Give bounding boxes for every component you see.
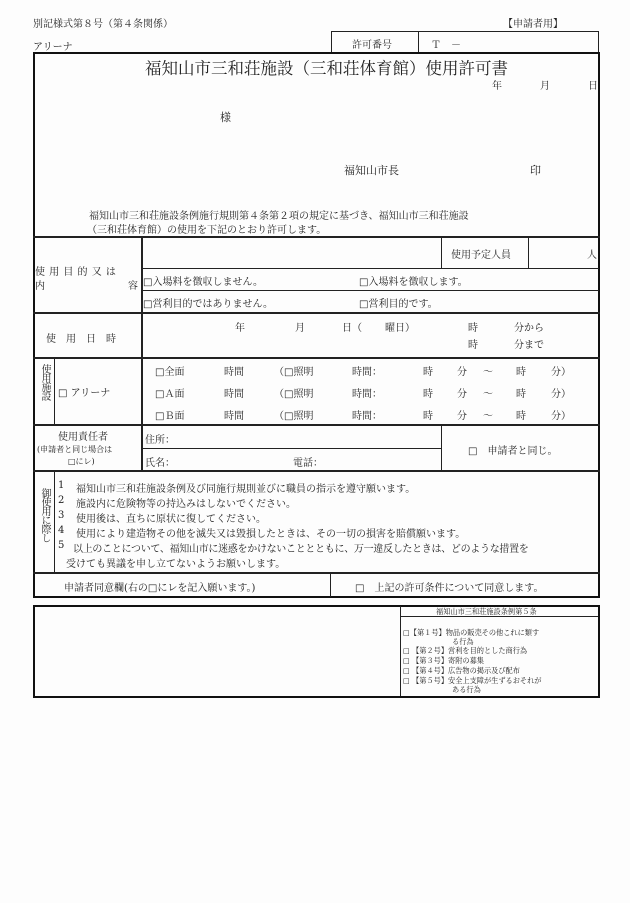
area-full-checkbox[interactable]: □全面 [155, 367, 185, 378]
facility-tag: アリーナ [33, 42, 73, 53]
note-number: 3 [58, 510, 65, 521]
note-number: 1 [58, 480, 65, 491]
area-a-checkbox[interactable]: □Ａ面 [155, 389, 185, 400]
fee-yes-checkbox[interactable]: □入場料を徴収します。 [359, 277, 468, 288]
end-hour[interactable]: 時 [516, 411, 526, 422]
start-minute[interactable]: 分 [457, 367, 467, 378]
divider [528, 237, 529, 268]
note-number: 4 [58, 525, 65, 536]
hours-input[interactable]: 時間 [224, 367, 244, 378]
seal: 印 [530, 164, 541, 177]
note-number: 5 [58, 540, 65, 551]
purpose-input[interactable] [150, 245, 435, 261]
tilde: ～ [483, 389, 493, 400]
date-day[interactable]: 日 [588, 81, 598, 92]
permit-number-label: 許可番号 [352, 40, 392, 51]
datetime-start-hour[interactable]: 時 [468, 323, 478, 334]
datetime-label: 使 用 日 時 [46, 334, 116, 345]
ordinance-item-2[interactable]: □ 【第２号】営利を目的とした商行為 [403, 646, 528, 655]
manager-note-line2: □にレ) [68, 457, 95, 466]
end-hour[interactable]: 時 [516, 367, 526, 378]
fee-no-checkbox[interactable]: □入場料を徴収しません。 [143, 277, 264, 288]
consent-checkbox[interactable]: □ 上記の許可条件について同意します。 [355, 583, 544, 594]
permission-text-line2: （三和荘体育館）の使用を下記のとおり許可します。 [87, 225, 327, 236]
note-text: 施設内に危険物等の持込みはしないでください。 [76, 499, 296, 510]
start-hour[interactable]: 時 [423, 411, 433, 422]
divider [33, 357, 600, 359]
notes-label: 御使用に際し [39, 488, 50, 542]
people-unit: 人 [587, 250, 597, 261]
note-number: 2 [58, 495, 65, 506]
end-minute[interactable]: 分） [551, 411, 571, 422]
divider [141, 236, 143, 425]
datetime-day[interactable]: 日（ [342, 323, 362, 334]
datetime-start-minute[interactable]: 分から [514, 323, 544, 334]
datetime-weekday[interactable]: 曜日） [385, 323, 415, 334]
permit-number-value[interactable]: Ｔ － [431, 40, 461, 51]
ordinance-header: 福知山市三和荘施設条例第５条 [436, 607, 537, 616]
ordinance-item-5[interactable]: □ 【第５号】安全上支障が生ずるおそれが [403, 676, 542, 685]
divider [33, 236, 600, 238]
divider [33, 312, 600, 314]
divider [33, 424, 600, 426]
start-minute[interactable]: 分 [457, 389, 467, 400]
people-label: 使用予定人員 [451, 250, 511, 261]
divider [33, 572, 600, 574]
start-hour[interactable]: 時 [423, 389, 433, 400]
lighting-checkbox[interactable]: （□照明 [274, 389, 314, 400]
page-title: 福知山市三和荘施設（三和荘体育館）使用許可書 [145, 59, 508, 78]
form-number: 別記様式第８号（第４条関係） [33, 19, 173, 30]
addressee-suffix: 様 [220, 111, 231, 124]
divider [441, 237, 442, 268]
lighting-hours[interactable]: 時間： [352, 411, 382, 422]
date-month[interactable]: 月 [540, 81, 550, 92]
lighting-hours[interactable]: 時間： [352, 367, 382, 378]
ordinance-item-5-cont: ある行為 [452, 685, 481, 694]
datetime-month[interactable]: 月 [295, 323, 305, 334]
arena-checkbox[interactable]: □ アリーナ [58, 388, 111, 399]
end-minute[interactable]: 分） [551, 367, 571, 378]
divider [33, 470, 600, 472]
lighting-checkbox[interactable]: （□照明 [274, 367, 314, 378]
tilde: ～ [483, 411, 493, 422]
note-text: 使用後は、直ちに原状に復してください。 [76, 514, 266, 525]
end-minute[interactable]: 分） [551, 389, 571, 400]
note-text: 使用により建造物その他を滅失又は毀損したときは、その一切の損害を賠償願います。 [76, 529, 466, 540]
divider [400, 606, 401, 696]
profit-no-checkbox[interactable]: □営利目的ではありません。 [143, 299, 274, 310]
purpose-label-line2a: 内 [35, 281, 45, 292]
datetime-end-minute[interactable]: 分まで [514, 340, 544, 351]
divider [142, 268, 599, 269]
name-field[interactable]: 氏名： [145, 458, 175, 469]
purpose-label-line2b: 容 [128, 281, 138, 292]
divider [54, 358, 55, 425]
start-hour[interactable]: 時 [423, 367, 433, 378]
ordinance-item-1-cont: る行為 [452, 637, 474, 646]
phone-field[interactable]: 電話： [293, 458, 323, 469]
address-field[interactable]: 住所： [145, 435, 175, 446]
lighting-checkbox[interactable]: （□照明 [274, 411, 314, 422]
hours-input[interactable]: 時間 [224, 411, 244, 422]
permission-text-line1: 福知山市三和荘施設条例施行規則第４条第２項の規定に基づき、福知山市三和荘施設 [89, 211, 469, 222]
manager-note-line1: (申請者と同じ場合は [37, 445, 113, 454]
profit-yes-checkbox[interactable]: □営利目的です。 [359, 299, 438, 310]
ordinance-item-4[interactable]: □ 【第４号】広告物の掲示及び配布 [403, 666, 520, 675]
datetime-year[interactable]: 年 [235, 323, 245, 334]
divider [418, 31, 419, 53]
tilde: ～ [483, 367, 493, 378]
start-minute[interactable]: 分 [457, 411, 467, 422]
area-b-checkbox[interactable]: □Ｂ面 [155, 411, 185, 422]
date-year[interactable]: 年 [492, 81, 502, 92]
ordinance-item-1[interactable]: □【第１号】物品の販売その他これに類す [403, 628, 540, 637]
note-text: 福知山市三和荘施設条例及び同施行規則並びに職員の指示を遵守願います。 [76, 484, 416, 495]
datetime-end-hour[interactable]: 時 [468, 340, 478, 351]
consent-label: 申請者同意欄(右の□にレを記入願います。) [64, 583, 256, 594]
ordinance-item-3[interactable]: □ 【第３号】寄附の募集 [403, 656, 484, 665]
hours-input[interactable]: 時間 [224, 389, 244, 400]
note-text: 以上のことについて、福知山市に迷惑をかけないこととともに、万一違反したときは、どのような措置を [73, 544, 529, 555]
issuer: 福知山市長 [344, 164, 399, 177]
facility-label: 使用施設 [39, 364, 50, 400]
copy-type: 【申請者用】 [503, 19, 563, 30]
purpose-label-line1: 使 用 目 的 又 は [35, 267, 117, 278]
divider [441, 425, 442, 471]
end-hour[interactable]: 時 [516, 389, 526, 400]
same-as-applicant-checkbox[interactable]: □ 申請者と同じ。 [468, 446, 558, 457]
lighting-hours[interactable]: 時間： [352, 389, 382, 400]
divider [330, 573, 331, 597]
divider [142, 290, 599, 291]
note-text-continuation: 受けても異議を申し立てないようお願いします。 [66, 559, 286, 570]
manager-label: 使用責任者 [58, 432, 108, 443]
divider [142, 448, 441, 449]
divider [54, 471, 55, 573]
